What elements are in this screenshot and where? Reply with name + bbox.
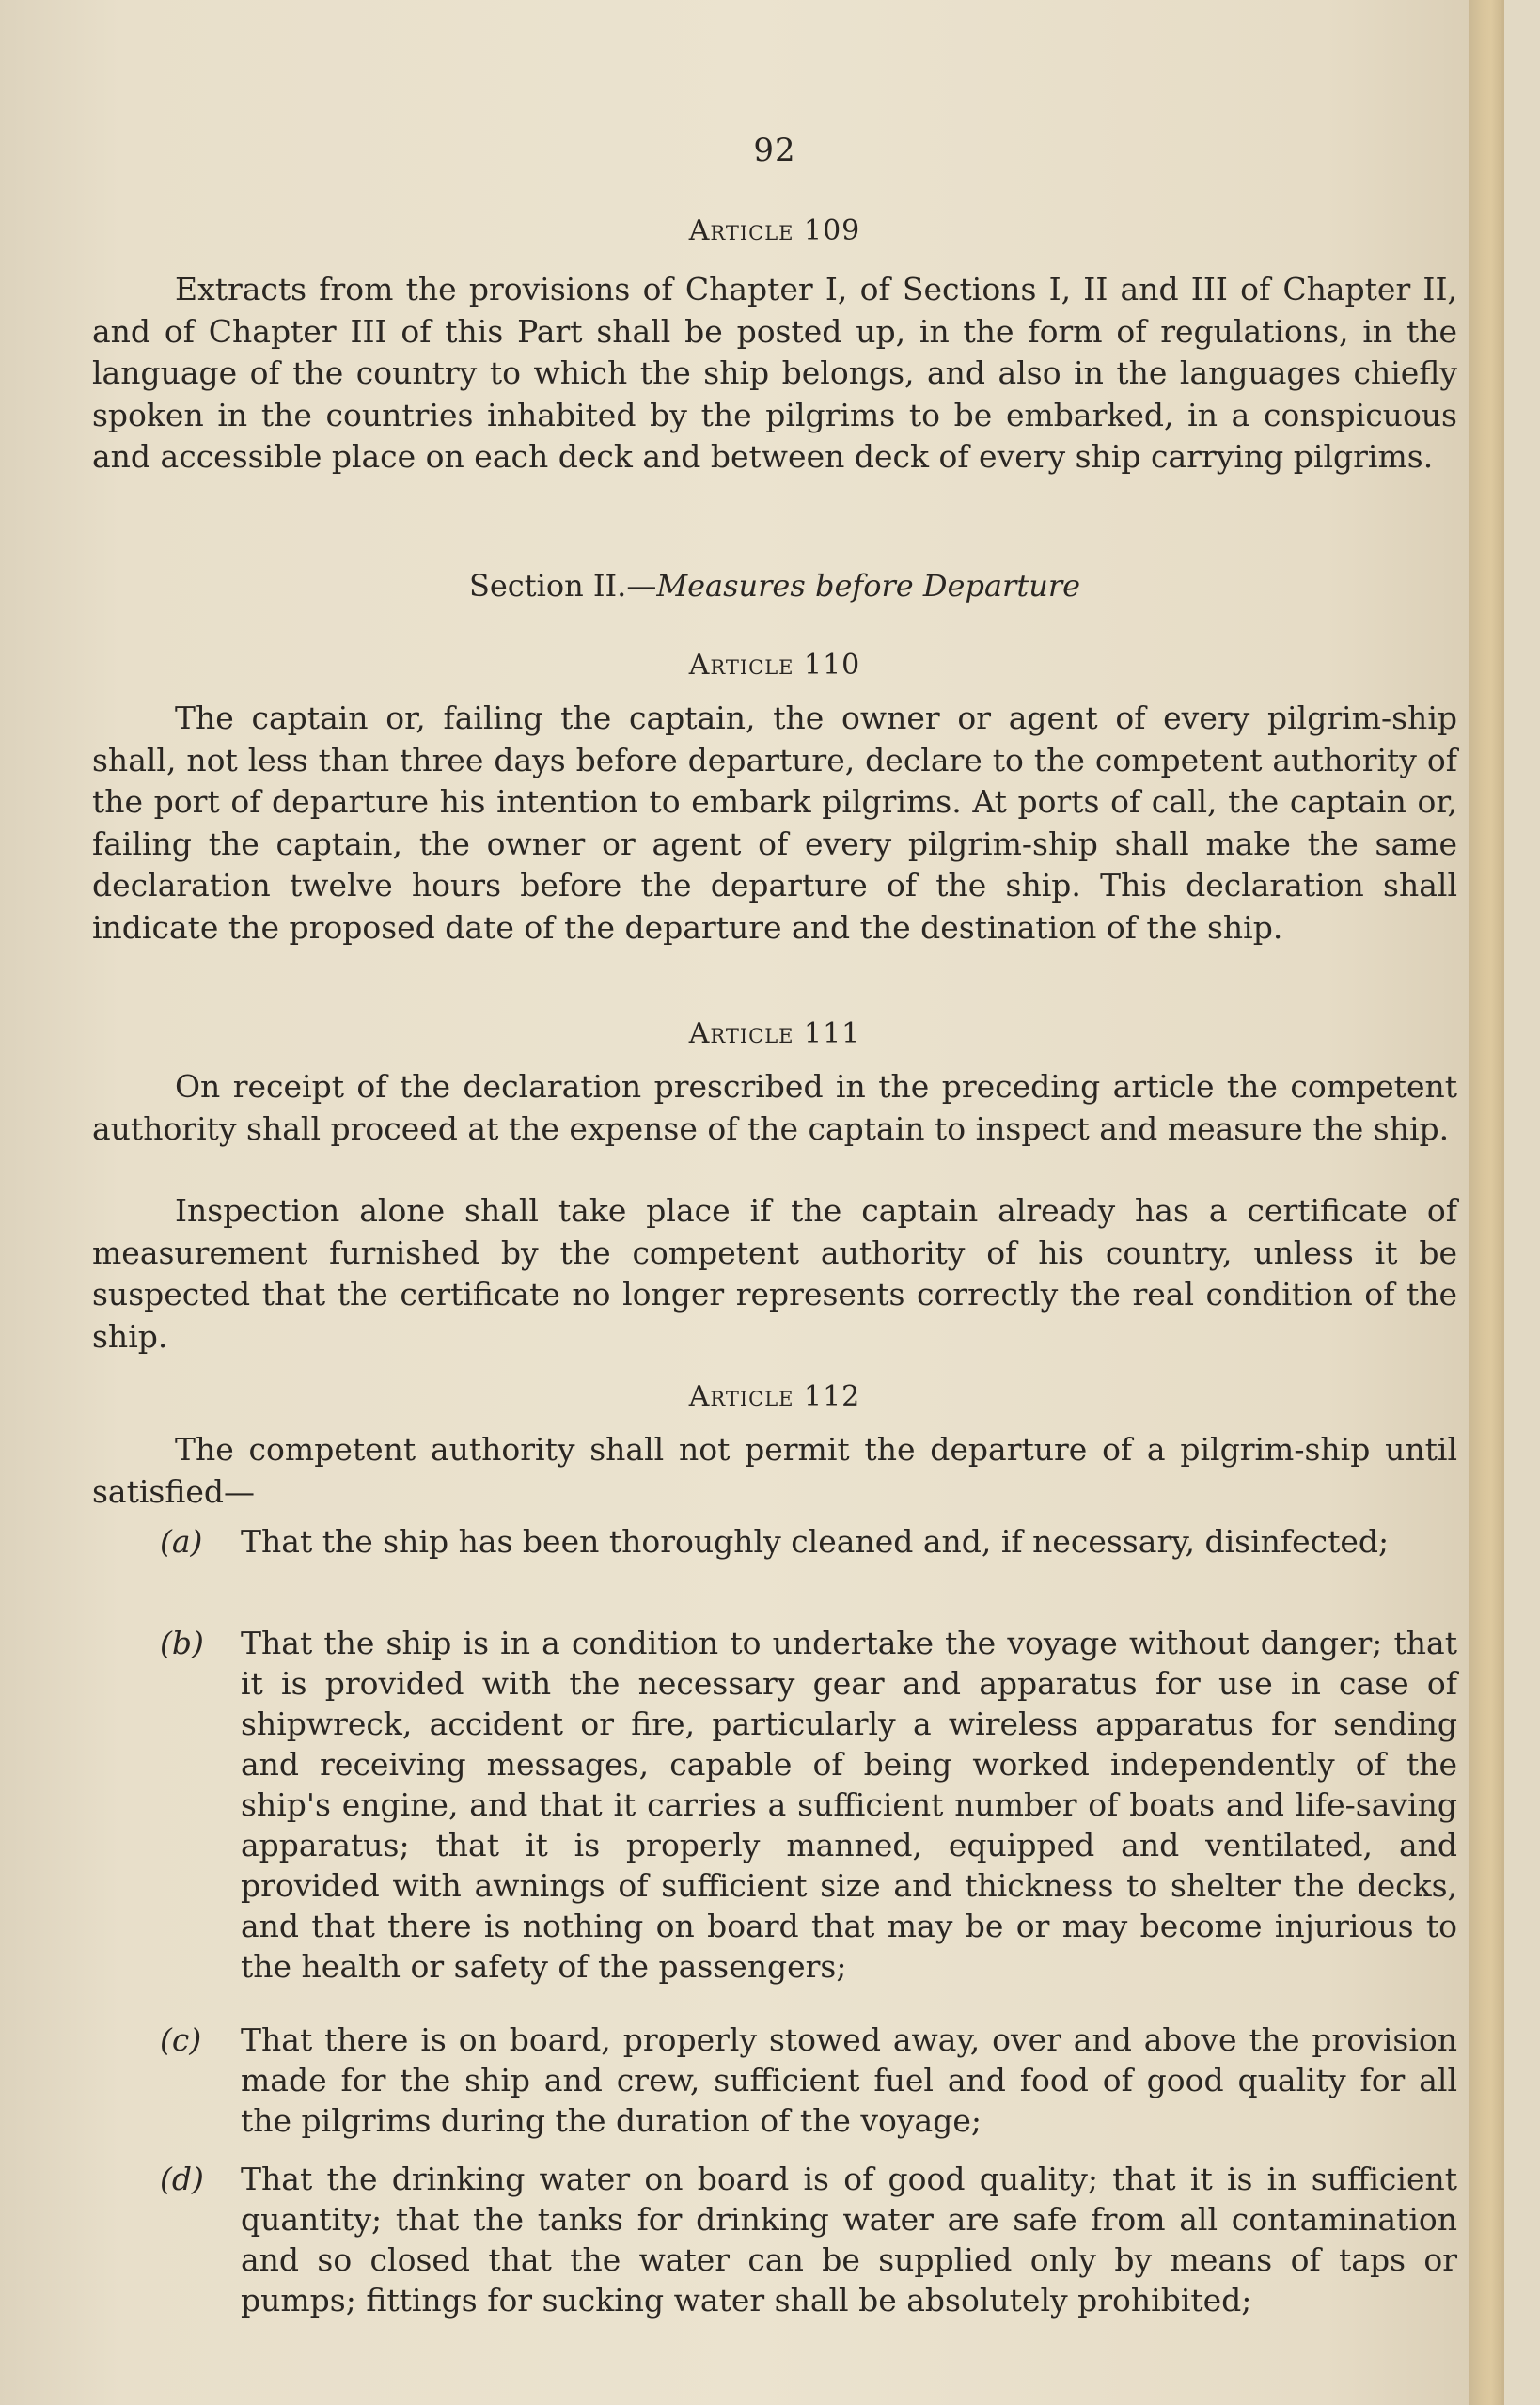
- list-item-text: That the ship has been thoroughly cleaned and, if necessary, disinfected;: [241, 1523, 1390, 1560]
- list-item-text: That there is on board, properly stowed away, over and above the provision made for the ship and crew, sufficient fuel and food of good quality for all the pilgrims during the duration of the voyage;: [241, 2021, 1457, 2139]
- article-110-heading: Article 110: [688, 649, 861, 682]
- page-gutter-shadow: [1491, 0, 1504, 2405]
- article-111-heading: Article 111: [688, 1017, 861, 1050]
- list-marker: (b): [160, 1625, 204, 1661]
- article-111-para-1: On receipt of the declaration prescribed in the preceding article the competent authority shall proceed at the expense of the captain to inspect and measure the ship.: [92, 1068, 1457, 1147]
- page-number: 92: [753, 132, 796, 169]
- article-110-text: The captain or, failing the captain, the owner or agent of every pilgrim-ship shall, not less than three days before departure, declare to the competent authority of the port of departure his intention to embark pilgrims. At ports of call, the captain or, failing the captain, the owner or agent of every pilgrim-ship shall make the same declaration twelve hours before the departure of the ship. This declaration shall indicate the proposed date of the departure and the destination of the ship.: [92, 699, 1457, 946]
- list-marker: (a): [160, 1523, 203, 1560]
- section-heading-prefix: Section II.—: [468, 568, 657, 604]
- list-item-d: [160, 2159, 1457, 2320]
- article-112-intro: The competent authority shall not permit the departure of a pilgrim-ship until satisfied—: [92, 1431, 1457, 1510]
- list-marker: (c): [160, 2021, 202, 2058]
- list-item-c: [160, 2020, 1457, 2141]
- section-heading-title: Measures before Departure: [656, 568, 1081, 604]
- article-111-para-2: Inspection alone shall take place if the captain already has a certificate of measurement furnished by the competent authority of his country, unless it be suspected that the certificate no longer represents correctly the real condition of the ship.: [92, 1192, 1457, 1355]
- list-item-b: [160, 1623, 1457, 1987]
- list-item-text: That the drinking water on board is of good quality; that it is in sufficient quantity; that the tanks for drinking water are safe from all contamination and so closed that the water can be supplied only by means of taps or pumps; fittings for sucking water shall be absolutely prohibited;: [241, 2161, 1457, 2319]
- list-marker: (d): [160, 2161, 204, 2197]
- article-112-heading: Article 112: [688, 1380, 861, 1413]
- list-item-text: That the ship is in a condition to undertake the voyage without danger; that it is provided with the necessary gear and apparatus for use in case of shipwreck, accident or fire, particularly a wireless apparatus for sending and receiving messages, capable of being worked independently of the ship's engine, and that it carries a sufficient number of boats and life-saving apparatus; that it is properly manned, equipped and ventilated, and provided with awnings of sufficient size and thickness to shelter the decks, and that there is nothing on board that may be or may become injurious to the health or safety of the passengers;: [241, 1625, 1457, 1985]
- article-109-text: Extracts from the provisions of Chapter I, of Sections I, II and III of Chapter II, and of Chapter III of this Part shall be posted up, in the form of regulations, in the language of the country to which the ship belongs, and also in the languages chiefly spoken in the countries inhabited by the pilgrims to be embarked, in a conspicuous and accessible place on each deck and between deck of every ship carrying pilgrims.: [92, 271, 1457, 475]
- section-heading: [92, 568, 1457, 604]
- list-item-a: [160, 1521, 1457, 1562]
- article-109-heading: Article 109: [688, 214, 861, 247]
